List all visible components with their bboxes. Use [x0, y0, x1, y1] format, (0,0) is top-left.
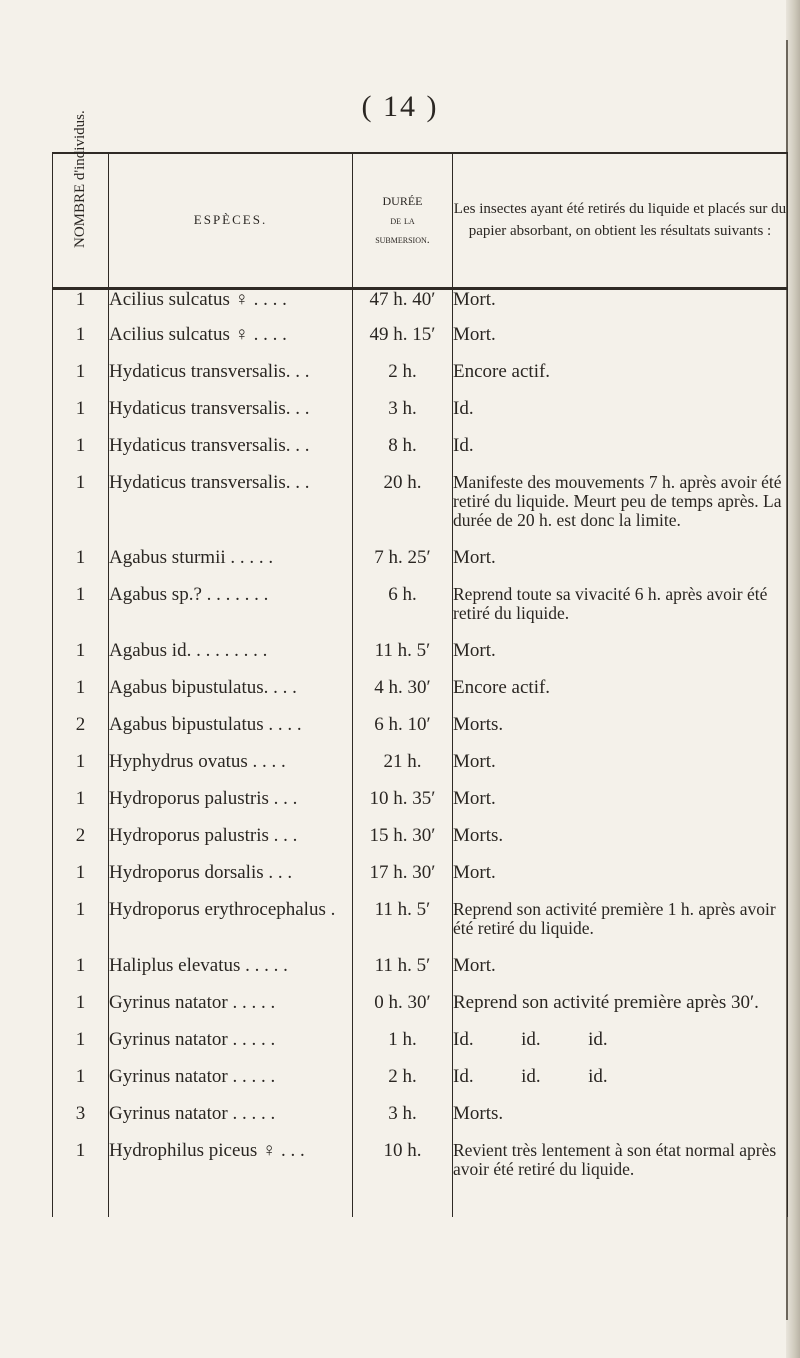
row-duration: 20 h. [353, 473, 453, 548]
row-duration: 11 h. 5′ [353, 900, 453, 956]
table-row [53, 789, 788, 826]
table-row [53, 399, 788, 436]
row-count: 1 [53, 789, 109, 826]
row-count: 1 [53, 473, 109, 548]
row-count: 1 [53, 585, 109, 641]
table-row [53, 752, 788, 789]
row-result: Reprend son activité première 1 h. après avoir été retiré du liquide. [453, 900, 788, 956]
row-count: 1 [53, 993, 109, 1030]
row-count: 2 [53, 715, 109, 752]
row-result: Reprend son activité première après 30′. [453, 993, 788, 1030]
row-count: 1 [53, 362, 109, 399]
row-result: Reprend toute sa vivacité 6 h. après avoir été retiré du liquide. [453, 585, 788, 641]
table-row [53, 715, 788, 752]
row-duration: 6 h. 10′ [353, 715, 453, 752]
spacer-cell [53, 1197, 109, 1217]
page-number: ( 14 ) [361, 90, 439, 123]
row-result: Mort. [453, 863, 788, 900]
row-result: Mort. [453, 789, 788, 826]
page-edge [786, 0, 800, 1358]
row-count: 1 [53, 1067, 109, 1104]
table-row [53, 325, 788, 362]
header-count: NOMBRE d'individus. [53, 153, 109, 288]
row-result: Id. id. id. [453, 1030, 788, 1067]
row-duration: 0 h. 30′ [353, 993, 453, 1030]
table-row [53, 956, 788, 993]
row-count: 1 [53, 900, 109, 956]
row-duration: 47 h. 40′ [353, 288, 453, 325]
table-row [53, 288, 788, 325]
row-species: Gyrinus natator . . . . . [109, 1067, 353, 1104]
table-row [53, 548, 788, 585]
row-duration: 11 h. 5′ [353, 956, 453, 993]
row-result: Id. id. id. [453, 1067, 788, 1104]
row-species: Agabus sturmii . . . . . [109, 548, 353, 585]
table-bottom-spacer [53, 1197, 788, 1217]
row-count: 1 [53, 1141, 109, 1197]
table-header-row [53, 153, 788, 288]
row-species: Hydroporus dorsalis . . . [109, 863, 353, 900]
table-row [53, 1030, 788, 1067]
row-count: 1 [53, 548, 109, 585]
row-duration: 49 h. 15′ [353, 325, 453, 362]
row-duration: 3 h. [353, 1104, 453, 1141]
row-species: Hydrophilus piceus ♀ . . . [109, 1141, 353, 1197]
row-count: 1 [53, 325, 109, 362]
row-duration: 15 h. 30′ [353, 826, 453, 863]
row-count: 1 [53, 641, 109, 678]
row-species: Agabus sp.? . . . . . . . [109, 585, 353, 641]
row-result: Id. [453, 399, 788, 436]
row-count: 1 [53, 399, 109, 436]
row-count: 1 [53, 1030, 109, 1067]
table-row [53, 585, 788, 641]
row-result: Mort. [453, 956, 788, 993]
row-species: Hydaticus transversalis. . . [109, 399, 353, 436]
table-row [53, 362, 788, 399]
spacer-cell [353, 1197, 453, 1217]
row-species: Gyrinus natator . . . . . [109, 1104, 353, 1141]
row-count: 1 [53, 436, 109, 473]
row-duration: 21 h. [353, 752, 453, 789]
table-row [53, 1141, 788, 1197]
row-species: Gyrinus natator . . . . . [109, 993, 353, 1030]
row-duration: 7 h. 25′ [353, 548, 453, 585]
spacer-cell [453, 1197, 788, 1217]
table-row [53, 473, 788, 548]
table-row [53, 436, 788, 473]
row-duration: 17 h. 30′ [353, 863, 453, 900]
row-count: 1 [53, 678, 109, 715]
row-species: Hydaticus transversalis. . . [109, 473, 353, 548]
header-duration: DURÉE de la submersion. [353, 153, 453, 288]
row-species: Agabus bipustulatus . . . . [109, 715, 353, 752]
row-duration: 11 h. 5′ [353, 641, 453, 678]
row-duration: 10 h. 35′ [353, 789, 453, 826]
row-duration: 1 h. [353, 1030, 453, 1067]
row-species: Hydaticus transversalis. . . [109, 436, 353, 473]
row-species: Gyrinus natator . . . . . [109, 1030, 353, 1067]
row-species: Acilius sulcatus ♀ . . . . [109, 325, 353, 362]
row-species: Hydroporus palustris . . . [109, 826, 353, 863]
row-duration: 3 h. [353, 399, 453, 436]
row-result: Morts. [453, 715, 788, 752]
row-species: Hyphydrus ovatus . . . . [109, 752, 353, 789]
row-species: Haliplus elevatus . . . . . [109, 956, 353, 993]
table-row [53, 678, 788, 715]
row-duration: 10 h. [353, 1141, 453, 1197]
row-count: 2 [53, 826, 109, 863]
row-result: Mort. [453, 288, 788, 325]
row-result: Morts. [453, 1104, 788, 1141]
row-count: 1 [53, 863, 109, 900]
row-result: Encore actif. [453, 678, 788, 715]
table-row [53, 826, 788, 863]
row-result: Encore actif. [453, 362, 788, 399]
header-result: Les insectes ayant été retirés du liquide et placés sur du papier absorbant, on obtient les résultats suivants : [453, 153, 788, 288]
row-result: Id. [453, 436, 788, 473]
row-result: Mort. [453, 548, 788, 585]
row-species: Agabus id. . . . . . . . . [109, 641, 353, 678]
table-row [53, 1067, 788, 1104]
row-result: Mort. [453, 641, 788, 678]
row-count: 1 [53, 956, 109, 993]
table-row [53, 641, 788, 678]
table-row [53, 863, 788, 900]
row-result: Revient très lentement à son état normal après avoir été retiré du liquide. [453, 1141, 788, 1197]
row-count: 1 [53, 752, 109, 789]
spacer-cell [109, 1197, 353, 1217]
row-result: Manifeste des mouvements 7 h. après avoir été retiré du liquide. Meurt peu de temps après. La durée de 20 h. est donc la limite. [453, 473, 788, 548]
row-duration: 2 h. [353, 362, 453, 399]
row-result: Mort. [453, 752, 788, 789]
row-duration: 8 h. [353, 436, 453, 473]
row-duration: 2 h. [353, 1067, 453, 1104]
row-duration: 6 h. [353, 585, 453, 641]
table-row [53, 1104, 788, 1141]
row-species: Hydaticus transversalis. . . [109, 362, 353, 399]
row-result: Mort. [453, 325, 788, 362]
row-duration: 4 h. 30′ [353, 678, 453, 715]
row-count: 1 [53, 288, 109, 325]
row-species: Hydroporus palustris . . . [109, 789, 353, 826]
header-species: ESPÈCES. [109, 153, 353, 288]
row-species: Hydroporus erythrocephalus . [109, 900, 353, 956]
row-species: Agabus bipustulatus. . . . [109, 678, 353, 715]
row-result: Morts. [453, 826, 788, 863]
submersion-results-table [52, 110, 788, 1217]
row-count: 3 [53, 1104, 109, 1141]
row-species: Acilius sulcatus ♀ . . . . [109, 288, 353, 325]
table-row [53, 993, 788, 1030]
table-row [53, 900, 788, 956]
